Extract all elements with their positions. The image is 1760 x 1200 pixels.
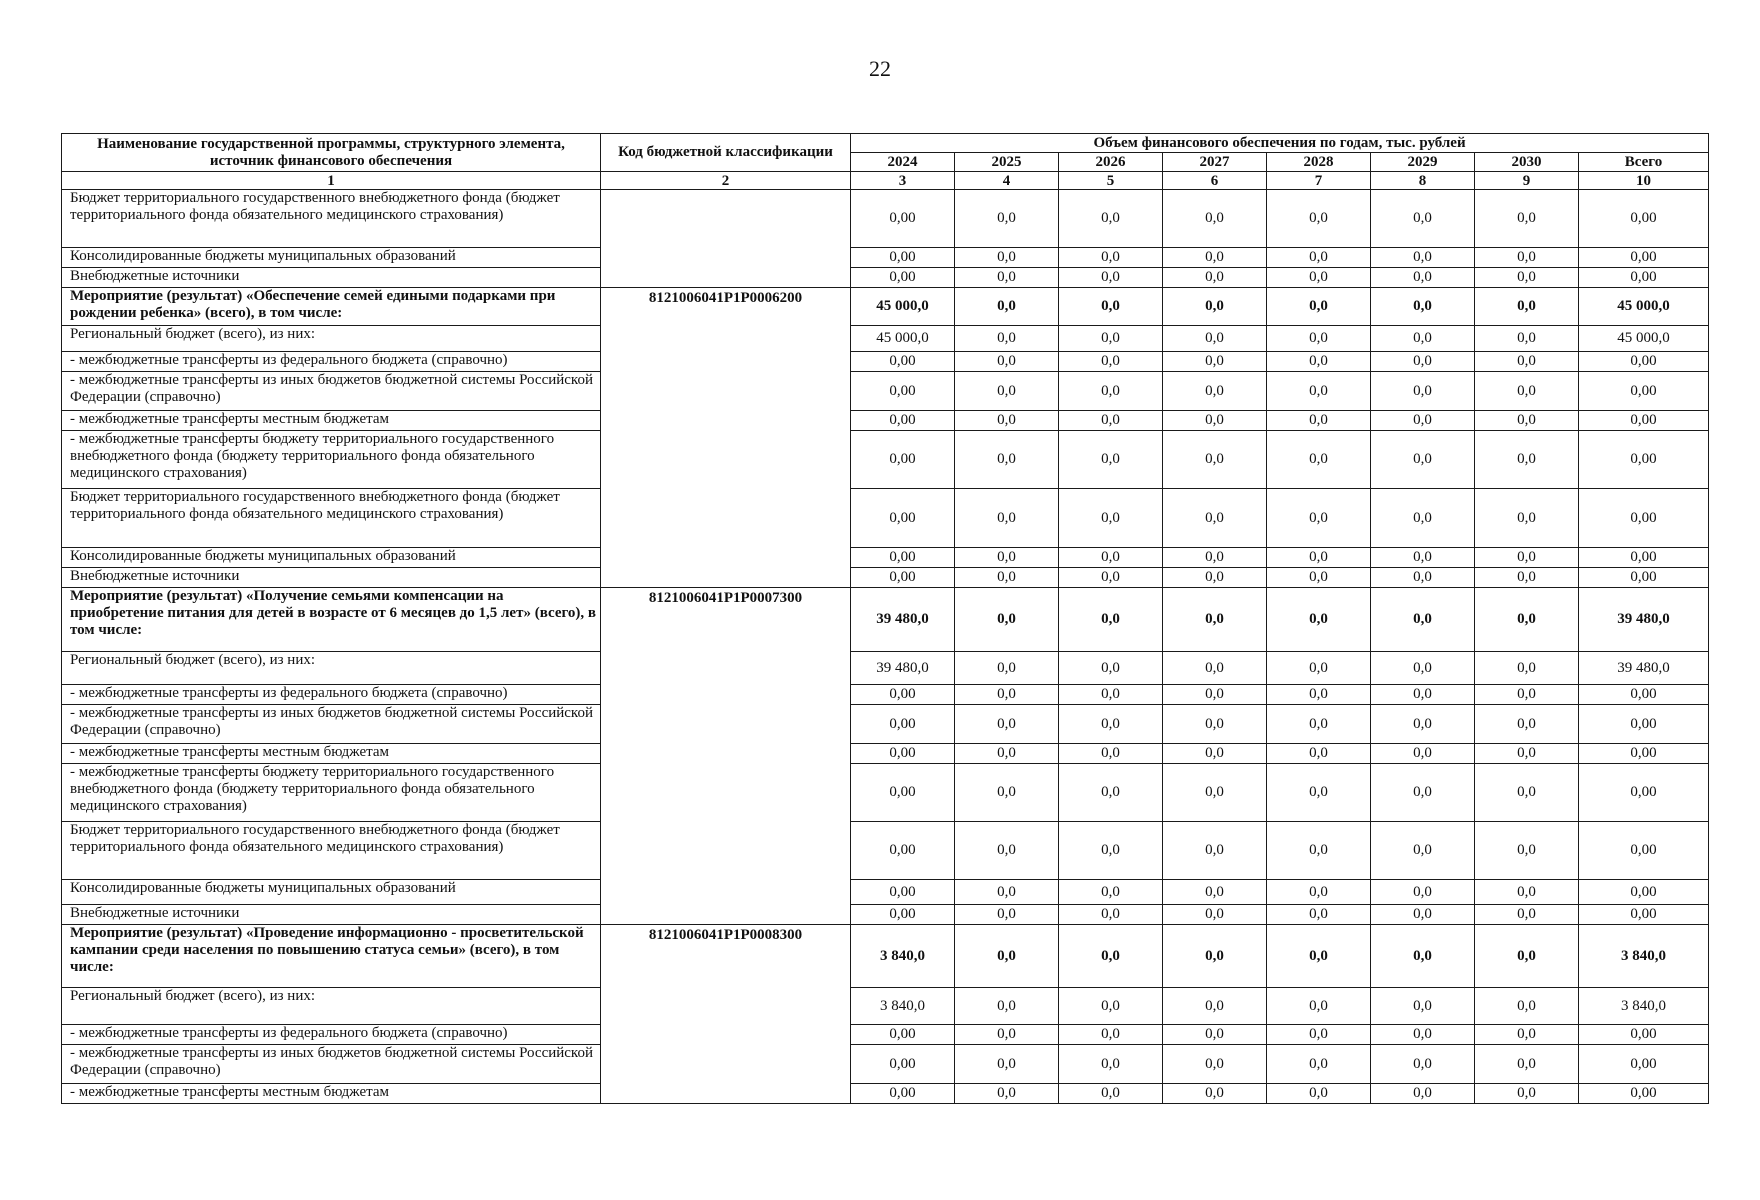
- year-value: 0,0: [1267, 744, 1371, 764]
- year-value: 0,0: [1475, 326, 1579, 352]
- year-value: 0,0: [1475, 190, 1579, 248]
- row-name: Региональный бюджет (всего), из них:: [62, 326, 601, 352]
- year-value: 0,0: [955, 1025, 1059, 1045]
- year-value: 0,0: [955, 880, 1059, 905]
- total-value: 0,00: [1579, 431, 1709, 489]
- year-value: 0,0: [1475, 411, 1579, 431]
- year-value: 0,0: [1163, 411, 1267, 431]
- row-name: - межбюджетные трансферты местным бюджетам: [62, 1084, 601, 1104]
- year-value: 3 840,0: [851, 988, 955, 1025]
- year-value: 0,0: [1475, 1084, 1579, 1104]
- year-value: 0,0: [955, 489, 1059, 548]
- column-index: 4: [955, 172, 1059, 190]
- year-value: 0,0: [1267, 685, 1371, 705]
- year-value: 0,0: [1267, 568, 1371, 588]
- total-value: 0,00: [1579, 190, 1709, 248]
- year-value: 0,0: [1475, 431, 1579, 489]
- year-value: 0,0: [955, 988, 1059, 1025]
- year-value: 0,0: [1267, 268, 1371, 288]
- row-name: Бюджет территориального государственного внебюджетного фонда (бюджет территориального фонда обязательного медицинского страхования): [62, 190, 601, 248]
- year-value: 0,0: [1163, 248, 1267, 268]
- year-value: 0,0: [1371, 822, 1475, 880]
- year-value: 0,0: [1163, 905, 1267, 925]
- table-row: [62, 1045, 1709, 1084]
- year-value: 0,0: [1163, 925, 1267, 988]
- total-value: 0,00: [1579, 685, 1709, 705]
- activity-row: [62, 588, 1709, 652]
- total-value: 0,00: [1579, 352, 1709, 372]
- year-value: 0,0: [1475, 248, 1579, 268]
- year-value: 0,0: [1163, 268, 1267, 288]
- year-value: 0,00: [851, 431, 955, 489]
- table-row: [62, 705, 1709, 744]
- year-value: 0,00: [851, 568, 955, 588]
- row-name: - межбюджетные трансферты бюджету территориального государственного внебюджетного фонда (бюджету территориального фонда обязательного медицинского страхования): [62, 431, 601, 489]
- table-row: [62, 1025, 1709, 1045]
- year-value: 45 000,0: [851, 326, 955, 352]
- year-value: 0,0: [1059, 705, 1163, 744]
- year-value: 0,00: [851, 1025, 955, 1045]
- budget-code: [601, 190, 851, 288]
- year-value: 0,0: [1371, 905, 1475, 925]
- row-name: - межбюджетные трансферты из иных бюджетов бюджетной системы Российской Федерации (справочно): [62, 705, 601, 744]
- year-value: 0,0: [1475, 764, 1579, 822]
- year-value: 0,0: [1371, 352, 1475, 372]
- year-value: 0,0: [1371, 880, 1475, 905]
- year-value: 0,00: [851, 548, 955, 568]
- year-value: 0,0: [1267, 288, 1371, 326]
- year-value: 0,0: [1059, 764, 1163, 822]
- row-name: Мероприятие (результат) «Получение семьями компенсации на приобретение питания для детей в возрасте от 6 месяцев до 1,5 лет» (всего), в том числе:: [62, 588, 601, 652]
- year-value: 0,0: [1475, 822, 1579, 880]
- year-value: 0,0: [955, 1084, 1059, 1104]
- header-year: 2026: [1059, 153, 1163, 172]
- year-value: 0,00: [851, 685, 955, 705]
- year-value: 0,00: [851, 489, 955, 548]
- year-value: 0,0: [1475, 744, 1579, 764]
- year-value: 0,0: [1059, 822, 1163, 880]
- year-value: 0,0: [1059, 268, 1163, 288]
- year-value: 0,0: [955, 685, 1059, 705]
- year-value: 0,0: [1475, 880, 1579, 905]
- year-value: 0,0: [1059, 326, 1163, 352]
- year-value: 0,0: [1267, 764, 1371, 822]
- table-row: [62, 905, 1709, 925]
- year-value: 0,0: [1163, 764, 1267, 822]
- year-value: 0,0: [1371, 248, 1475, 268]
- header-financing-group: Объем финансового обеспечения по годам, тыс. рублей: [851, 134, 1709, 153]
- year-value: 0,0: [1475, 352, 1579, 372]
- year-value: 0,0: [1267, 925, 1371, 988]
- year-value: 0,0: [1163, 588, 1267, 652]
- table-row: [62, 326, 1709, 352]
- column-index: 6: [1163, 172, 1267, 190]
- year-value: 0,0: [955, 588, 1059, 652]
- year-value: 0,00: [851, 880, 955, 905]
- total-value: 0,00: [1579, 1025, 1709, 1045]
- year-value: 0,0: [1475, 652, 1579, 685]
- total-value: 39 480,0: [1579, 588, 1709, 652]
- year-value: 0,0: [1163, 352, 1267, 372]
- year-value: 0,0: [955, 1045, 1059, 1084]
- row-name: Внебюджетные источники: [62, 268, 601, 288]
- year-value: 0,0: [1267, 905, 1371, 925]
- year-value: 0,00: [851, 744, 955, 764]
- header-name: Наименование государственной программы, структурного элемента, источник финансового обеспечения: [62, 134, 601, 172]
- row-name: Региональный бюджет (всего), из них:: [62, 652, 601, 685]
- year-value: 0,0: [1163, 705, 1267, 744]
- year-value: 0,00: [851, 905, 955, 925]
- year-value: 0,0: [1163, 1045, 1267, 1084]
- table-row: [62, 1084, 1709, 1104]
- column-index: 2: [601, 172, 851, 190]
- year-value: 0,0: [1371, 288, 1475, 326]
- year-value: 0,0: [1059, 411, 1163, 431]
- year-value: 0,00: [851, 248, 955, 268]
- total-value: 0,00: [1579, 372, 1709, 411]
- year-value: 0,0: [1267, 248, 1371, 268]
- table-row: [62, 685, 1709, 705]
- total-value: 0,00: [1579, 822, 1709, 880]
- year-value: 0,0: [1059, 372, 1163, 411]
- year-value: 0,0: [1371, 652, 1475, 685]
- year-value: 0,0: [1371, 764, 1475, 822]
- total-value: 0,00: [1579, 880, 1709, 905]
- total-value: 3 840,0: [1579, 925, 1709, 988]
- year-value: 0,0: [1475, 1025, 1579, 1045]
- total-value: 3 840,0: [1579, 988, 1709, 1025]
- year-value: 0,0: [1163, 685, 1267, 705]
- row-name: - межбюджетные трансферты из федерального бюджета (справочно): [62, 352, 601, 372]
- row-name: - межбюджетные трансферты из федерального бюджета (справочно): [62, 685, 601, 705]
- year-value: 0,0: [1163, 1084, 1267, 1104]
- year-value: 0,0: [1163, 326, 1267, 352]
- year-value: 0,0: [955, 190, 1059, 248]
- year-value: 0,0: [1475, 568, 1579, 588]
- activity-row: [62, 925, 1709, 988]
- year-value: 0,0: [1371, 190, 1475, 248]
- table-header: [62, 134, 1709, 190]
- year-value: 0,0: [955, 822, 1059, 880]
- year-value: 0,0: [1371, 372, 1475, 411]
- year-value: 0,0: [1371, 685, 1475, 705]
- total-value: 0,00: [1579, 248, 1709, 268]
- header-code: Код бюджетной классификации: [601, 134, 851, 172]
- year-value: 0,0: [1267, 411, 1371, 431]
- year-value: 0,0: [1371, 744, 1475, 764]
- year-value: 0,0: [1163, 190, 1267, 248]
- year-value: 0,0: [1059, 568, 1163, 588]
- year-value: 0,00: [851, 190, 955, 248]
- total-value: 39 480,0: [1579, 652, 1709, 685]
- year-value: 0,0: [1475, 905, 1579, 925]
- year-value: 0,0: [1163, 744, 1267, 764]
- total-value: 0,00: [1579, 764, 1709, 822]
- year-value: 0,0: [1267, 548, 1371, 568]
- column-index: 3: [851, 172, 955, 190]
- budget-code: 8121006041Р1Р0006200: [601, 288, 851, 588]
- year-value: 0,00: [851, 705, 955, 744]
- year-value: 0,0: [955, 431, 1059, 489]
- year-value: 0,0: [1371, 988, 1475, 1025]
- year-value: 0,0: [955, 652, 1059, 685]
- year-value: 0,0: [1475, 1045, 1579, 1084]
- year-value: 0,0: [1475, 925, 1579, 988]
- header-year: 2025: [955, 153, 1059, 172]
- year-value: 0,0: [1059, 1045, 1163, 1084]
- table-row: [62, 764, 1709, 822]
- row-name: Мероприятие (результат) «Проведение информационно - просветительской кампании среди населения по повышению статуса семьи» (всего), в том числе:: [62, 925, 601, 988]
- year-value: 0,0: [1371, 431, 1475, 489]
- total-value: 0,00: [1579, 1084, 1709, 1104]
- year-value: 0,0: [1059, 431, 1163, 489]
- year-value: 0,0: [1267, 1084, 1371, 1104]
- year-value: 0,0: [1163, 880, 1267, 905]
- total-value: 0,00: [1579, 1045, 1709, 1084]
- year-value: 0,0: [955, 288, 1059, 326]
- total-value: 0,00: [1579, 744, 1709, 764]
- year-value: 0,0: [1475, 705, 1579, 744]
- column-index: 9: [1475, 172, 1579, 190]
- year-value: 0,0: [1059, 588, 1163, 652]
- year-value: 0,0: [1059, 1084, 1163, 1104]
- year-value: 0,0: [1059, 288, 1163, 326]
- row-name: Внебюджетные источники: [62, 905, 601, 925]
- table-row: [62, 372, 1709, 411]
- year-value: 0,0: [1163, 489, 1267, 548]
- activity-row: [62, 288, 1709, 326]
- row-name: - межбюджетные трансферты из иных бюджетов бюджетной системы Российской Федерации (справочно): [62, 372, 601, 411]
- header-year: 2027: [1163, 153, 1267, 172]
- year-value: 0,0: [1163, 988, 1267, 1025]
- total-value: 0,00: [1579, 268, 1709, 288]
- year-value: 0,0: [1371, 568, 1475, 588]
- year-value: 0,0: [955, 248, 1059, 268]
- year-value: 0,0: [955, 352, 1059, 372]
- total-value: 0,00: [1579, 548, 1709, 568]
- year-value: 0,0: [955, 764, 1059, 822]
- year-value: 0,0: [955, 568, 1059, 588]
- year-value: 0,0: [1267, 588, 1371, 652]
- year-value: 0,0: [955, 744, 1059, 764]
- table-row: [62, 268, 1709, 288]
- year-value: 0,00: [851, 764, 955, 822]
- year-value: 0,0: [1371, 1084, 1475, 1104]
- budget-code: 8121006041Р1Р0007300: [601, 588, 851, 925]
- year-value: 0,0: [1267, 190, 1371, 248]
- row-name: Консолидированные бюджеты муниципальных образований: [62, 880, 601, 905]
- row-name: Мероприятие (результат) «Обеспечение семей едиными подарками при рождении ребенка» (всего), в том числе:: [62, 288, 601, 326]
- year-value: 0,0: [1267, 1025, 1371, 1045]
- column-index: 8: [1371, 172, 1475, 190]
- year-value: 0,0: [1059, 905, 1163, 925]
- year-value: 0,0: [955, 548, 1059, 568]
- table-row: [62, 880, 1709, 905]
- column-index: 10: [1579, 172, 1709, 190]
- year-value: 0,0: [1475, 372, 1579, 411]
- table-row: [62, 352, 1709, 372]
- year-value: 0,0: [1475, 588, 1579, 652]
- row-name: Консолидированные бюджеты муниципальных образований: [62, 248, 601, 268]
- page-number: 22: [869, 56, 891, 81]
- year-value: 0,0: [1267, 988, 1371, 1025]
- year-value: 0,0: [1267, 880, 1371, 905]
- year-value: 0,0: [1267, 372, 1371, 411]
- table-row: [62, 652, 1709, 685]
- year-value: 0,0: [1475, 489, 1579, 548]
- year-value: 0,00: [851, 268, 955, 288]
- year-value: 0,00: [851, 822, 955, 880]
- year-value: 0,0: [1059, 744, 1163, 764]
- row-name: - межбюджетные трансферты из иных бюджетов бюджетной системы Российской Федерации (справочно): [62, 1045, 601, 1084]
- year-value: 0,0: [1475, 685, 1579, 705]
- table-row: [62, 190, 1709, 248]
- year-value: 0,0: [1163, 1025, 1267, 1045]
- total-value: 45 000,0: [1579, 326, 1709, 352]
- year-value: 0,0: [1059, 489, 1163, 548]
- year-value: 0,00: [851, 352, 955, 372]
- year-value: 0,0: [955, 905, 1059, 925]
- header-total: Всего: [1579, 153, 1709, 172]
- column-index: 7: [1267, 172, 1371, 190]
- year-value: 0,0: [1371, 925, 1475, 988]
- year-value: 0,0: [1163, 652, 1267, 685]
- year-value: 0,0: [1163, 288, 1267, 326]
- total-value: 0,00: [1579, 568, 1709, 588]
- year-value: 0,0: [1371, 1045, 1475, 1084]
- total-value: 45 000,0: [1579, 288, 1709, 326]
- year-value: 0,0: [1267, 352, 1371, 372]
- year-value: 0,0: [955, 411, 1059, 431]
- year-value: 0,0: [1267, 822, 1371, 880]
- year-value: 0,0: [1267, 489, 1371, 548]
- year-value: 0,0: [1371, 411, 1475, 431]
- year-value: 0,0: [1059, 248, 1163, 268]
- year-value: 0,0: [1267, 431, 1371, 489]
- year-value: 0,0: [1059, 190, 1163, 248]
- year-value: 0,0: [1059, 548, 1163, 568]
- year-value: 0,0: [1371, 705, 1475, 744]
- table-row: [62, 489, 1709, 548]
- row-name: Бюджет территориального государственного внебюджетного фонда (бюджет территориального фонда обязательного медицинского страхования): [62, 822, 601, 880]
- table-body: [62, 190, 1709, 1104]
- year-value: 0,0: [955, 326, 1059, 352]
- year-value: 0,0: [1267, 1045, 1371, 1084]
- financing-table: [61, 133, 1709, 1104]
- header-year: 2028: [1267, 153, 1371, 172]
- table-row: [62, 822, 1709, 880]
- year-value: 0,0: [1371, 588, 1475, 652]
- year-value: 0,0: [1475, 988, 1579, 1025]
- year-value: 0,0: [1371, 268, 1475, 288]
- header-year: 2029: [1371, 153, 1475, 172]
- financing-table-wrapper: [61, 133, 1708, 1104]
- year-value: 39 480,0: [851, 588, 955, 652]
- year-value: 0,0: [1475, 268, 1579, 288]
- header-year: 2024: [851, 153, 955, 172]
- row-name: - межбюджетные трансферты из федерального бюджета (справочно): [62, 1025, 601, 1045]
- year-value: 0,0: [1267, 652, 1371, 685]
- row-name: - межбюджетные трансферты местным бюджетам: [62, 744, 601, 764]
- year-value: 0,0: [1267, 705, 1371, 744]
- total-value: 0,00: [1579, 489, 1709, 548]
- year-value: 0,0: [1267, 326, 1371, 352]
- year-value: 0,0: [1163, 431, 1267, 489]
- year-value: 39 480,0: [851, 652, 955, 685]
- row-name: Консолидированные бюджеты муниципальных образований: [62, 548, 601, 568]
- table-row: [62, 744, 1709, 764]
- table-row: [62, 431, 1709, 489]
- column-index: 5: [1059, 172, 1163, 190]
- year-value: 0,0: [1059, 880, 1163, 905]
- year-value: 0,0: [1163, 822, 1267, 880]
- table-row: [62, 548, 1709, 568]
- year-value: 0,00: [851, 411, 955, 431]
- table-row: [62, 248, 1709, 268]
- year-value: 45 000,0: [851, 288, 955, 326]
- row-name: Бюджет территориального государственного внебюджетного фонда (бюджет территориального фонда обязательного медицинского страхования): [62, 489, 601, 548]
- table-row: [62, 988, 1709, 1025]
- year-value: 0,0: [1475, 288, 1579, 326]
- year-value: 0,0: [1371, 548, 1475, 568]
- year-value: 0,0: [1059, 925, 1163, 988]
- year-value: 0,0: [1475, 548, 1579, 568]
- year-value: 0,0: [1059, 685, 1163, 705]
- total-value: 0,00: [1579, 411, 1709, 431]
- year-value: 0,0: [1163, 548, 1267, 568]
- row-name: Внебюджетные источники: [62, 568, 601, 588]
- year-value: 0,0: [1163, 372, 1267, 411]
- row-name: Региональный бюджет (всего), из них:: [62, 988, 601, 1025]
- year-value: 0,00: [851, 1084, 955, 1104]
- year-value: 0,0: [1371, 1025, 1475, 1045]
- year-value: 0,0: [1059, 652, 1163, 685]
- year-value: 0,0: [1059, 352, 1163, 372]
- year-value: 0,0: [955, 268, 1059, 288]
- row-name: - межбюджетные трансферты местным бюджетам: [62, 411, 601, 431]
- year-value: 0,0: [1059, 1025, 1163, 1045]
- year-value: 3 840,0: [851, 925, 955, 988]
- year-value: 0,0: [1059, 988, 1163, 1025]
- total-value: 0,00: [1579, 705, 1709, 744]
- year-value: 0,0: [955, 372, 1059, 411]
- year-value: 0,0: [955, 705, 1059, 744]
- total-value: 0,00: [1579, 905, 1709, 925]
- row-name: - межбюджетные трансферты бюджету территориального государственного внебюджетного фонда (бюджету территориального фонда обязательного медицинского страхования): [62, 764, 601, 822]
- table-row: [62, 568, 1709, 588]
- column-index: 1: [62, 172, 601, 190]
- year-value: 0,0: [1371, 326, 1475, 352]
- table-row: [62, 411, 1709, 431]
- year-value: 0,00: [851, 1045, 955, 1084]
- budget-code: 8121006041Р1Р0008300: [601, 925, 851, 1104]
- year-value: 0,0: [955, 925, 1059, 988]
- year-value: 0,0: [1371, 489, 1475, 548]
- year-value: 0,00: [851, 372, 955, 411]
- year-value: 0,0: [1163, 568, 1267, 588]
- header-year: 2030: [1475, 153, 1579, 172]
